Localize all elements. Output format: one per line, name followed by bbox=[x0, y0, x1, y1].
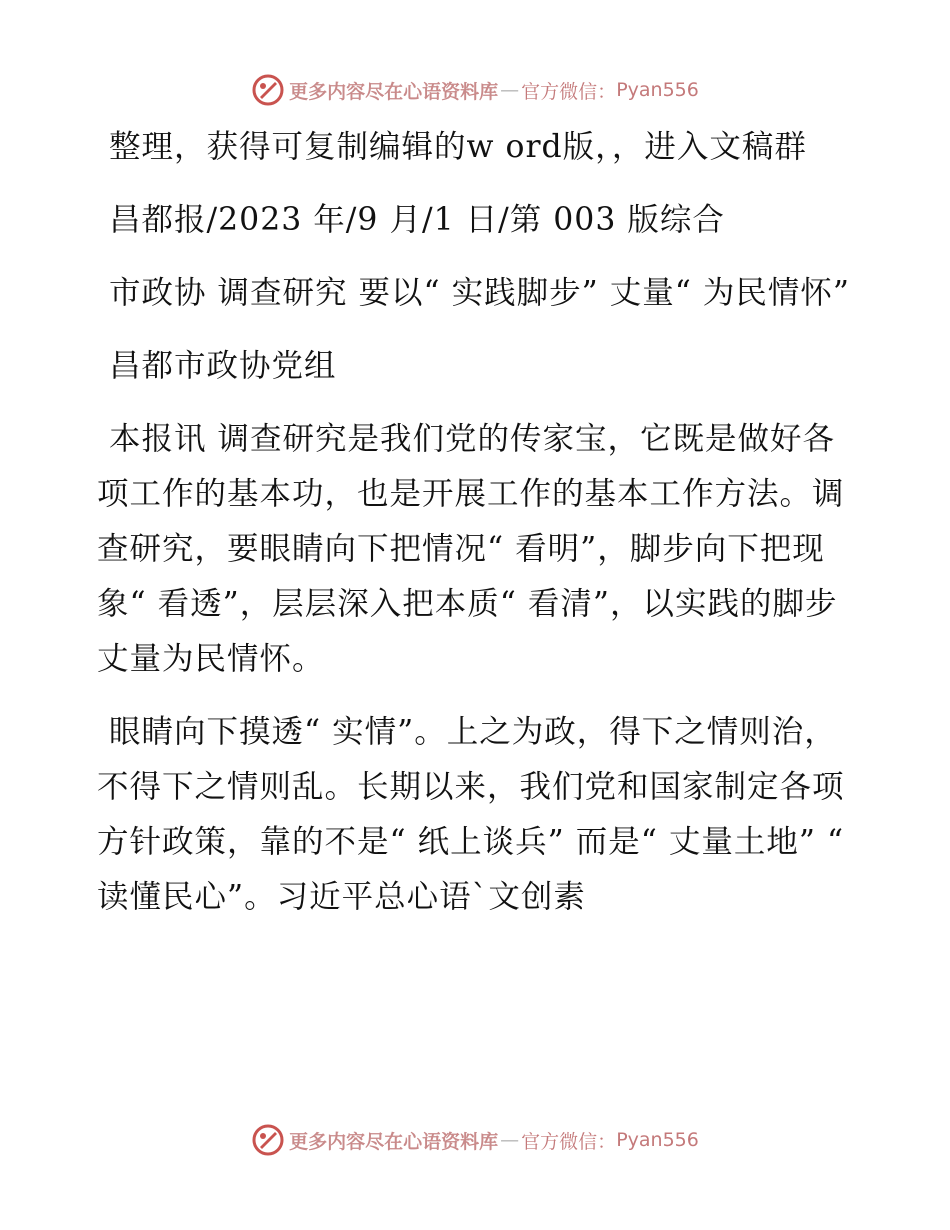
source-line: 昌都报/2023 年/9 月/1 日/第 003 版综合 bbox=[109, 202, 725, 238]
header-watermark-banner bbox=[0, 70, 950, 110]
quill-seal-icon bbox=[251, 73, 285, 107]
article-paragraph: 本报讯 调查研究是我们党的传家宝，它既是做好各项工作的基本功，也是开展工作的基本工作方法。调查研究，要眼睛向下把情况“ 看明”，脚步向下把现象“ 看透”，层层深入把本质“ 看清”，以实践的脚步丈量为民情怀。 bbox=[97, 421, 845, 677]
article-title: 市政协 调查研究 要以“ 实践脚步” 丈量“ 为民情怀” bbox=[109, 275, 850, 311]
banner-wechat-id: Pyan556 bbox=[616, 79, 699, 101]
banner-dash: — bbox=[500, 79, 520, 101]
article-body bbox=[97, 120, 857, 943]
intro-line: 整理，获得可复制编辑的w ord版，，进入文稿群 bbox=[109, 129, 807, 165]
banner-wechat-label: 官方微信： bbox=[521, 1130, 617, 1153]
footer-watermark-banner bbox=[0, 1120, 950, 1160]
quill-seal-icon bbox=[251, 1123, 285, 1157]
article-paragraph: 眼睛向下摸透“ 实情”。上之为政，得下之情则治，不得下之情则乱。长期以来，我们党和国家制定各项方针政策，靠的不是“ 纸上谈兵” 而是“ 丈量土地” “ 读懂民心”。习近平总心语`文创素 bbox=[97, 714, 845, 915]
banner-wechat-id: Pyan556 bbox=[616, 1129, 699, 1151]
banner-site-name: 更多内容尽在心语资料库 bbox=[289, 80, 499, 103]
banner-site-name: 更多内容尽在心语资料库 bbox=[289, 1130, 499, 1153]
article-author: 昌都市政协党组 bbox=[109, 348, 337, 384]
banner-wechat-label: 官方微信： bbox=[521, 80, 617, 103]
banner-dash: — bbox=[500, 1129, 520, 1151]
